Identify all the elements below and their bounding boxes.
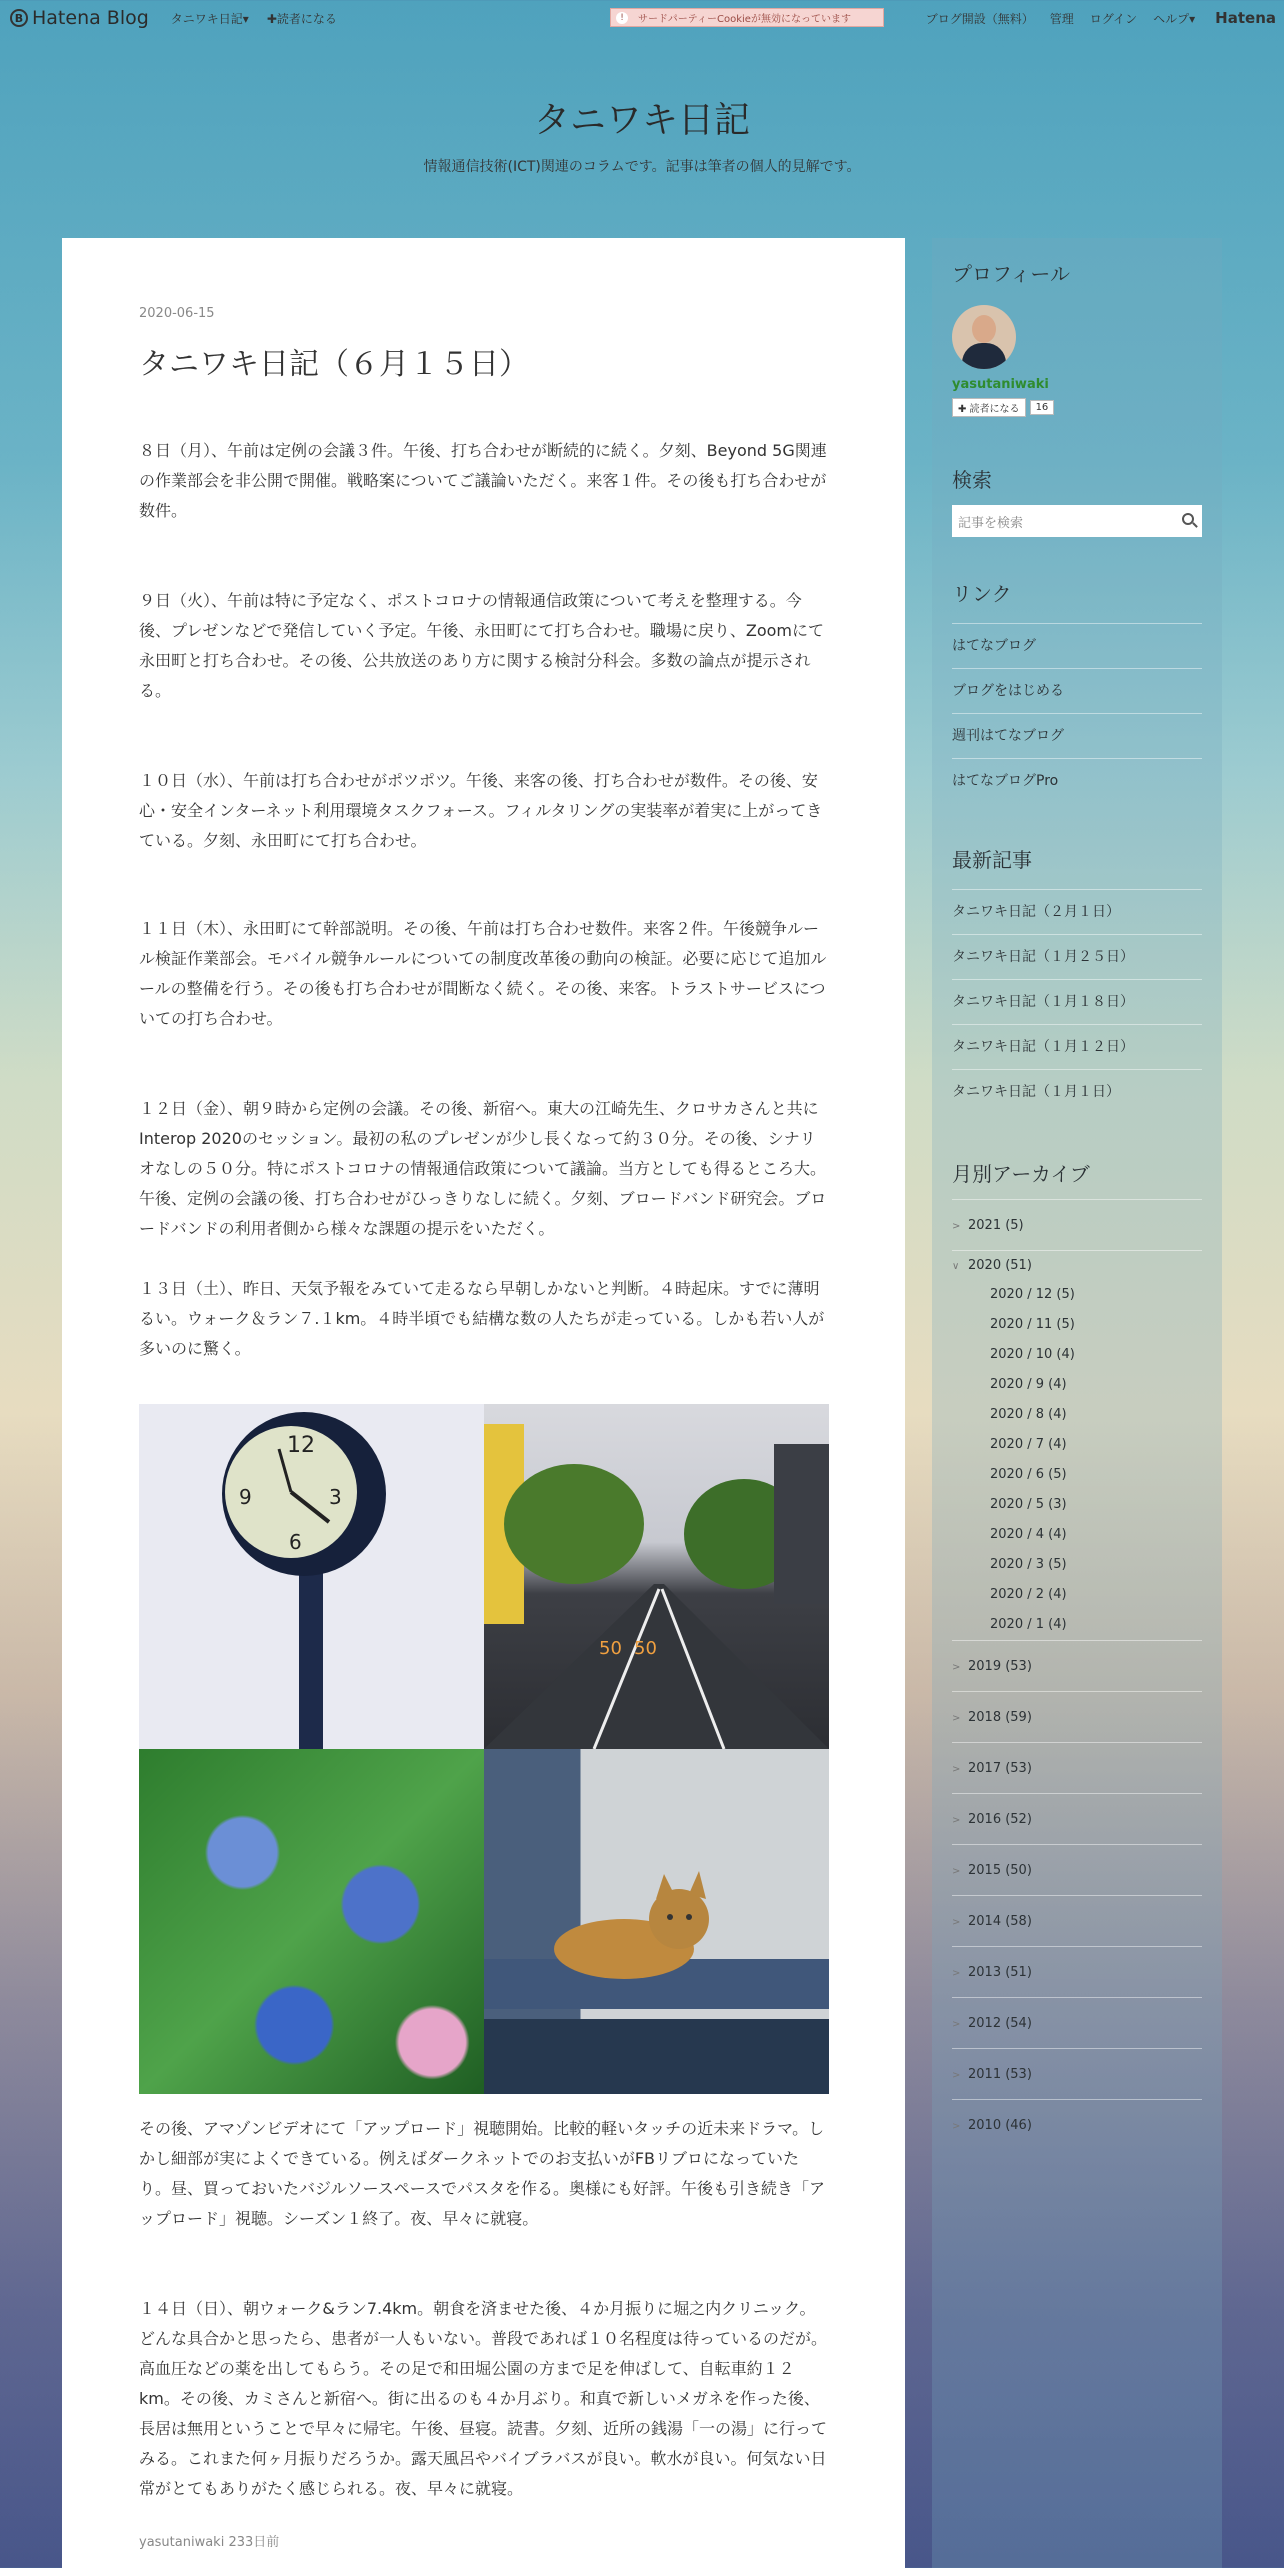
recent-entries-module bbox=[952, 844, 1202, 1114]
archive-year[interactable]: > 2013 (51) bbox=[952, 1946, 1202, 1997]
sidebar bbox=[932, 238, 1222, 2568]
archive-month[interactable]: 2020 / 8 (4) bbox=[990, 1407, 1067, 1422]
cookie-warning[interactable]: ! サードパーティーCookieが無効になっています bbox=[610, 8, 884, 27]
subscribe-button[interactable]: ✚ 読者になる bbox=[952, 398, 1026, 417]
chevron-down-icon[interactable]: ∨ bbox=[952, 1261, 960, 1272]
svg-text:6: 6 bbox=[289, 1530, 302, 1554]
profile-username[interactable]: yasutaniwaki bbox=[952, 377, 1049, 392]
recent-list bbox=[952, 889, 1202, 1114]
archive-month[interactable]: 2020 / 9 (4) bbox=[990, 1377, 1067, 1392]
archive-year[interactable]: > 2018 (59) bbox=[952, 1691, 1202, 1742]
archive-year[interactable]: > 2019 (53) bbox=[952, 1640, 1202, 1691]
subscribe-row bbox=[952, 398, 1070, 417]
chevron-right-icon[interactable]: > bbox=[952, 2019, 961, 2030]
archive-month[interactable]: 2020 / 7 (4) bbox=[990, 1437, 1067, 1452]
entry bbox=[139, 306, 829, 2550]
recent-entry-link[interactable]: タニワキ日記（１月１日） bbox=[952, 1069, 1202, 1114]
archive-module bbox=[952, 1158, 1202, 2150]
login-link[interactable]: ログイン bbox=[1089, 11, 1138, 26]
subscribe-link[interactable]: ✚読者になる bbox=[266, 11, 337, 26]
chevron-right-icon[interactable]: > bbox=[952, 1221, 961, 1232]
chevron-right-icon[interactable]: > bbox=[952, 1968, 961, 1979]
chevron-right-icon[interactable]: > bbox=[952, 1815, 961, 1826]
open-blog-link[interactable]: ブログ開設（無料） bbox=[925, 11, 1034, 26]
archive-month[interactable]: 2020 / 4 (4) bbox=[990, 1527, 1067, 1542]
entry-title[interactable]: タニワキ日記（６月１５日） bbox=[139, 347, 529, 382]
svg-text:50: 50 bbox=[634, 1638, 657, 1659]
link-item[interactable]: 週刊はてなブログ bbox=[952, 713, 1202, 758]
archive-month[interactable]: 2020 / 2 (4) bbox=[990, 1587, 1067, 1602]
entry-paragraph: ９日（火）、午前は特に予定なく、ポストコロナの情報通信政策について考えを整理する。今後、プレゼンなどで発信していく予定。午後、永田町にて打ち合わせ。職場に戻り、Zoomにて永田町と打ち合わせ。その後、公共放送のあり方に関する検討分科会。多数の論点が提示される。 bbox=[139, 591, 825, 700]
link-item[interactable]: はてなブログ bbox=[952, 623, 1202, 668]
archive-heading: 月別アーカイブ bbox=[952, 1162, 1090, 1186]
svg-text:12: 12 bbox=[287, 1433, 315, 1458]
hatena-logo-icon: B bbox=[10, 9, 28, 27]
entry-footer-meta[interactable]: yasutaniwaki 233日前 bbox=[139, 2535, 280, 2550]
link-item[interactable]: ブログをはじめる bbox=[952, 668, 1202, 713]
entry-paragraph: １４日（日）、朝ウォーク&ラン7.4km。朝食を済ませた後、４か月振りに堀之内クリニック。どんな具合かと思ったら、患者が一人もいない。普段であれば１０名程度は待っているのだが。高血圧などの薬を出してもらう。その足で和田堀公園の方まで足を伸ばして、自転車約１２km。その後、カミさんと新宿へ。街に出るのも４か月ぶり。和真で新しいメガネを作った後、長居は無用ということで早々に帰宅。午後、昼寝。読書。夕刻、近所の銭湯「一の湯」に行ってみる。これまた何ヶ月振りだろうか。露天風呂やバイブラバスが良い。軟水が良い。何気ない日常がとてもありがたく感じられる。夜、早々に就寝。 bbox=[139, 2299, 828, 2498]
recent-entry-link[interactable]: タニワキ日記（１月１８日） bbox=[952, 979, 1202, 1024]
entry-paragraph: その後、アマゾンビデオにて「アップロード」視聴開始。比較的軽いタッチの近未来ドラマ。しかし細部が実によくできている。例えばダークネットでのお支払いがFBリブロになっていたり。昼、買っておいたバジルソースペースでパスタを作る。奥様にも好評。午後も引き続き「アップロード」視聴。シーズン１終了。夜、早々に就寝。 bbox=[139, 2119, 826, 2228]
recent-entry-link[interactable]: タニワキ日記（１月２５日） bbox=[952, 934, 1202, 979]
admin-link[interactable]: 管理 bbox=[1049, 11, 1074, 26]
hatena-blog-logo[interactable]: B Hatena Blog bbox=[10, 7, 149, 29]
archive-month[interactable]: 2020 / 6 (5) bbox=[990, 1467, 1067, 1482]
archive-month[interactable]: 2020 / 12 (5) bbox=[990, 1287, 1075, 1302]
chevron-right-icon[interactable]: > bbox=[952, 1917, 961, 1928]
recent-heading: 最新記事 bbox=[952, 848, 1032, 872]
chevron-right-icon[interactable]: > bbox=[952, 1662, 961, 1673]
main-content bbox=[62, 238, 905, 2568]
archive-year[interactable]: > 2015 (50) bbox=[952, 1844, 1202, 1895]
entry-paragraph: １２日（金）、朝９時から定例の会議。その後、新宿へ。東大の江崎先生、クロサカさんと共にInterop 2020のセッション。最初の私のプレゼンが少し長くなって約３０分。その後、シナリオなしの５０分。特にポストコロナの情報通信政策について議論。当方としても得るところ大。午後、定例の会議の後、打ち合わせがひっきりなしに続く。夕刻、ブロードバンド研究会。ブロードバンドの利用者側から様々な課題の提示をいただく。 bbox=[139, 1099, 827, 1238]
search-module bbox=[952, 464, 1202, 537]
archive-year[interactable]: > 2016 (52) bbox=[952, 1793, 1202, 1844]
photo-hydrangea bbox=[139, 1749, 484, 2094]
archive-year-expanded[interactable]: ∨ 2020 (51) bbox=[952, 1250, 1202, 1280]
svg-text:3: 3 bbox=[329, 1485, 342, 1509]
svg-text:50: 50 bbox=[599, 1638, 622, 1659]
entry-paragraph: １３日（土）、昨日、天気予報をみていて走るなら早朝しかないと判断。４時起床。すでに薄明るい。ウォーク＆ラン７.１km。４時半頃でも結構な数の人たちが走っている。しかも若い人が多いのに驚く。 bbox=[139, 1279, 825, 1358]
archive-month-list bbox=[952, 1280, 1202, 1640]
hatena-brand-link[interactable]: Hatena bbox=[1215, 9, 1276, 27]
archive-year[interactable]: > 2021 (5) bbox=[952, 1199, 1202, 1250]
archive-month[interactable]: 2020 / 5 (3) bbox=[990, 1497, 1067, 1512]
search-input[interactable]: 記事を検索 bbox=[952, 505, 1202, 537]
recent-entry-link[interactable]: タニワキ日記（１月１２日） bbox=[952, 1024, 1202, 1069]
entry-date[interactable]: 2020-06-15 bbox=[139, 306, 215, 321]
blog-description: 情報通信技術(ICT)関連のコラムです。記事は筆者の個人的見解です。 bbox=[423, 159, 861, 175]
links-heading: リンク bbox=[952, 582, 1012, 606]
search-icon[interactable] bbox=[1182, 513, 1194, 525]
archive-month[interactable]: 2020 / 11 (5) bbox=[990, 1317, 1075, 1332]
links-module bbox=[952, 578, 1202, 803]
chevron-right-icon[interactable]: > bbox=[952, 1866, 961, 1877]
archive-month[interactable]: 2020 / 10 (4) bbox=[990, 1347, 1075, 1362]
profile-heading: プロフィール bbox=[952, 262, 1070, 286]
archive-month[interactable]: 2020 / 3 (5) bbox=[990, 1557, 1067, 1572]
photo-collage[interactable] bbox=[139, 1404, 829, 2094]
subscriber-count[interactable]: 16 bbox=[1030, 400, 1055, 415]
chevron-right-icon[interactable]: > bbox=[952, 2070, 961, 2081]
svg-text:9: 9 bbox=[239, 1485, 252, 1509]
photo-clock bbox=[139, 1404, 484, 1749]
entry-paragraph: １０日（水）、午前は打ち合わせがポツポツ。午後、来客の後、打ち合わせが数件。その後、安心・安全インターネット利用環境タスクフォース。フィルタリングの実装率が着実に上がってきている。夕刻、永田町にて打ち合わせ。 bbox=[139, 771, 823, 850]
chevron-right-icon[interactable]: > bbox=[952, 2121, 961, 2132]
archive-year[interactable]: > 2012 (54) bbox=[952, 1997, 1202, 2048]
links-list bbox=[952, 623, 1202, 803]
profile-module bbox=[952, 258, 1070, 417]
chevron-right-icon[interactable]: > bbox=[952, 1713, 961, 1724]
archive-year[interactable]: > 2017 (53) bbox=[952, 1742, 1202, 1793]
warning-icon: ! bbox=[616, 12, 628, 24]
link-item[interactable]: はてなブログPro bbox=[952, 758, 1202, 803]
archive-month[interactable]: 2020 / 1 (4) bbox=[990, 1617, 1067, 1632]
header-right-nav bbox=[910, 0, 1284, 36]
blog-menu[interactable]: タニワキ日記▾ bbox=[170, 11, 249, 26]
recent-entry-link[interactable]: タニワキ日記（２月１日） bbox=[952, 889, 1202, 934]
photo-road bbox=[484, 1404, 829, 1749]
entry-paragraph: １１日（木）、永田町にて幹部説明。その後、午前は打ち合わせ数件。来客２件。午後競争ルール検証作業部会。モバイル競争ルールについての制度改革後の動向の検証。必要に応じて追加ルールの整備を行う。その後も打ち合わせが間断なく続く。その後、来客。トラストサービスについての打ち合わせ。 bbox=[139, 919, 827, 1028]
chevron-right-icon[interactable]: > bbox=[952, 1764, 961, 1775]
archive-year[interactable]: > 2011 (53) bbox=[952, 2048, 1202, 2099]
search-heading: 検索 bbox=[952, 468, 992, 492]
archive-year[interactable]: > 2010 (46) bbox=[952, 2099, 1202, 2150]
photo-cat bbox=[484, 1749, 829, 2094]
avatar[interactable] bbox=[952, 305, 1016, 369]
blog-title[interactable]: タニワキ日記 bbox=[533, 100, 750, 141]
archive-year[interactable]: > 2014 (58) bbox=[952, 1895, 1202, 1946]
entry-paragraph: ８日（月）、午前は定例の会議３件。午後、打ち合わせが断続的に続く。夕刻、Beyond 5G関連の作業部会を非公開で開催。戦略案についてご議論いただく。来客１件。その後も打ち合わせが数件。 bbox=[139, 441, 827, 520]
help-menu[interactable]: ヘルプ▾ bbox=[1153, 11, 1196, 26]
archive-list bbox=[952, 1199, 1202, 2150]
